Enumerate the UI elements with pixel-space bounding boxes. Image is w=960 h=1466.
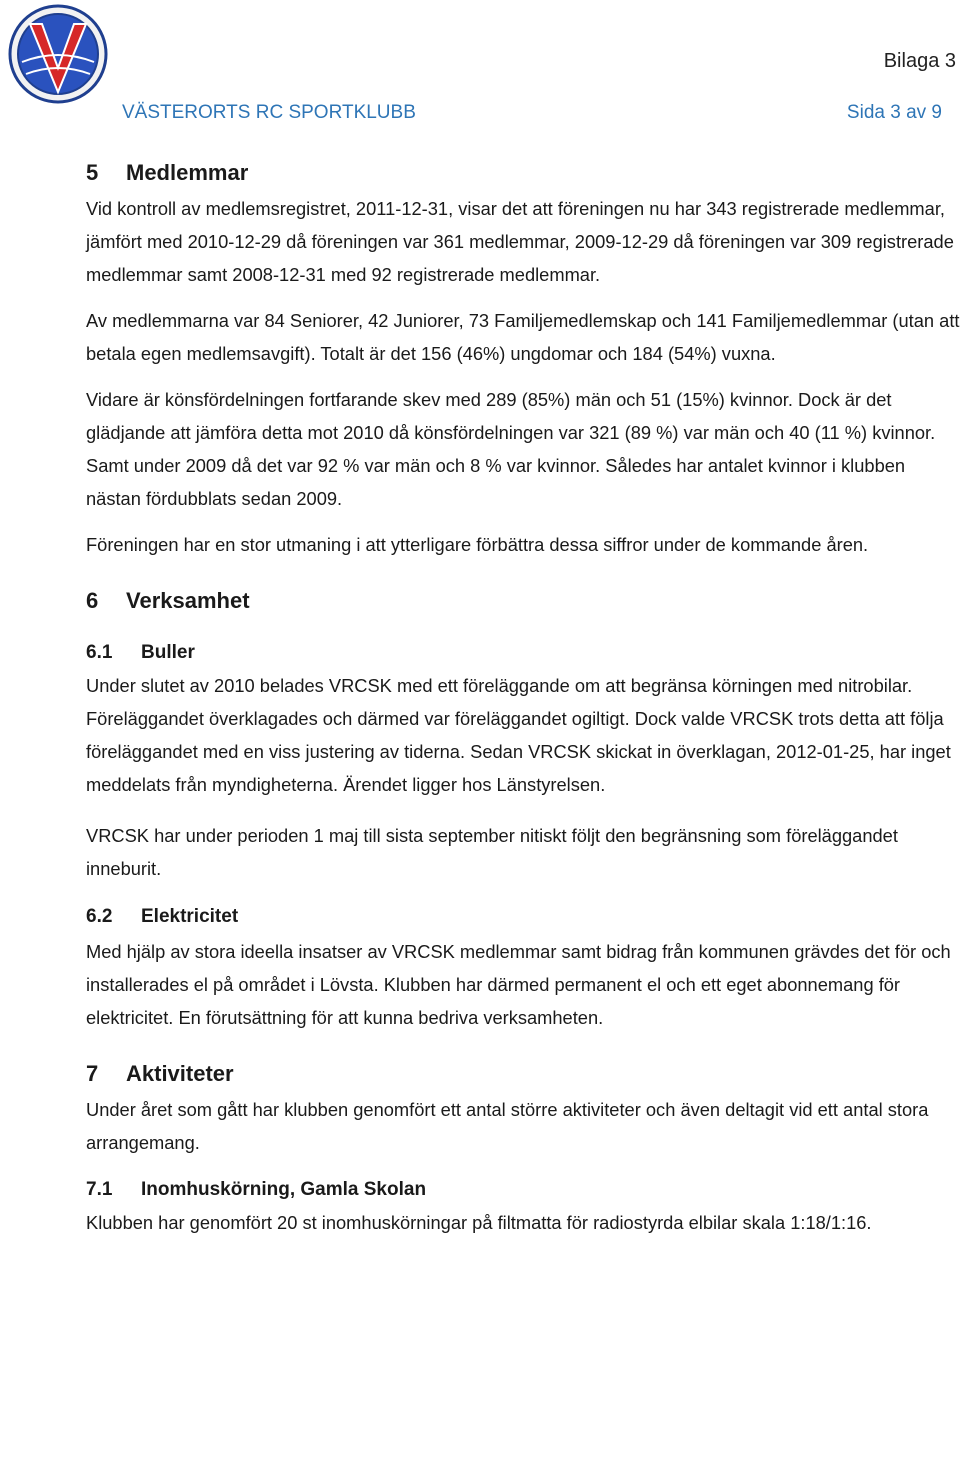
paragraph: Under året som gått har klubben genomfört ett antal större aktiviteter och även deltagit vid ett antal stora arrangemang. [86,1099,929,1153]
paragraph: Klubben har genomfört 20 st inomhuskörningar på filtmatta för radiostyrda elbilar skala 1:18/1:16. [86,1212,872,1233]
subsection-heading-7-1 [86,1176,960,1204]
section-number: 7 [86,1061,99,1086]
section-title: Elektricitet [141,906,239,927]
paragraph: Vid kontroll av medlemsregistret, 2011-12-31, visar det att föreningen nu har 343 registrerade medlemmar, jämfört med 2010-12-29 då föreningen var 361 medlemmar, 2009-12-29 då föreningen var 309 registrerade medlemmar samt 2008-12-31 med 92 registrerade medlemmar. [86,198,954,285]
section-heading-5 [86,157,960,189]
page-number: Sida 3 av 9 [846,102,942,123]
subsection-heading-6-2 [86,903,960,931]
paragraph: Under slutet av 2010 belades VRCSK med ett föreläggande om att begränsa körningen med nitrobilar. Föreläggandet överklagades och därmed var föreläggandet ogiltigt. Dock valde VRCSK trots detta att följa föreläggandet med en viss justering av tiderna. Sedan VRCSK skickat in överklagan, 2012-01-25, har inget meddelats från myndigheterna. Ärendet ligger hos Länstyrelsen. [86,675,951,795]
section-title: Verksamhet [126,588,250,613]
section-number: 7.1 [86,1179,113,1200]
paragraph: Vidare är könsfördelningen fortfarande skev med 289 (85%) män och 51 (15%) kvinnor. Dock är det glädjande att jämföra detta mot 2010 då könsfördelningen var 321 (89 %) var män och 40 (11 %) kvinnor. Samt under 2009 då det var 92 % var män och 8 % var kvinnor. Således har antalet kvinnor i klubben nästan fördubblats sedan 2009. [86,389,936,509]
paragraph: Av medlemmarna var 84 Seniorer, 42 Juniorer, 73 Familjemedlemskap och 141 Familjemedlemmar (utan att betala egen medlemsavgift). Totalt är det 156 (46%) ungdomar och 184 (54%) vuxna. [86,310,960,364]
section-number: 5 [86,160,99,185]
section-number: 6 [86,588,99,613]
section-heading-7 [86,1058,960,1090]
section-heading-6 [86,585,960,617]
section-title: Inomhuskörning, Gamla Skolan [141,1179,427,1200]
section-number: 6.2 [86,906,113,927]
section-number: 6.1 [86,642,113,663]
subsection-heading-6-1 [86,639,960,667]
paragraph: Med hjälp av stora ideella insatser av VRCSK medlemmar samt bidrag från kommunen grävdes det för och installerades el på området i Lövsta. Klubben har därmed permanent el och ett eget abonnemang för elektricitet. En förutsättning för att kunna bedriva verksamheten. [86,941,951,1028]
club-logo-emblem [2,0,114,104]
club-name: VÄSTERORTS RC SPORTKLUBB [122,102,416,123]
section-title: Medlemmar [126,160,249,185]
club-logo [2,0,114,104]
attachment-label: Bilaga 3 [883,50,956,72]
paragraph: Föreningen har en stor utmaning i att ytterligare förbättra dessa siffror under de kommande åren. [86,534,869,555]
paragraph: VRCSK har under perioden 1 maj till sista september nitiskt följt den begränsning som föreläggandet inneburit. [86,825,898,879]
section-title: Buller [141,642,195,663]
section-title: Aktiviteter [126,1061,234,1086]
document-body [86,157,960,1239]
